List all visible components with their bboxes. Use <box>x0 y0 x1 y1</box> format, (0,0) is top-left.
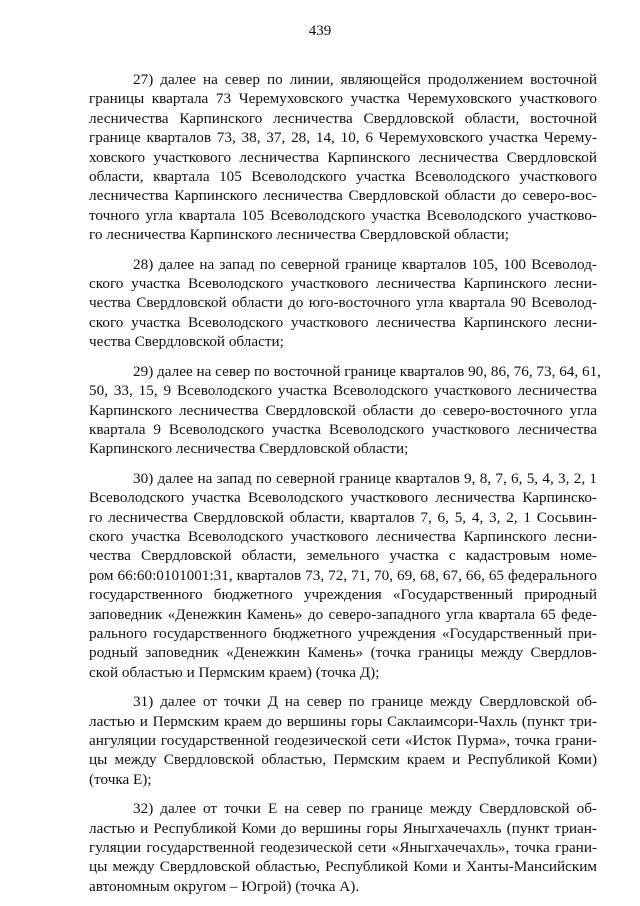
paragraph-item-27 <box>89 70 597 245</box>
text-line: квартала 9 Всеволодского участка Всеволодского участкового лесничества <box>89 420 597 438</box>
text-line: ского участка Всеволодского участкового лесничества Карпинского лесни- <box>89 527 597 545</box>
text-line: цы между Свердловской областью, Пермским краем и Республикой Коми) <box>89 751 597 769</box>
text-line: Карпинского лесничества Свердловской области; <box>89 440 409 458</box>
text-line: государственного бюджетного учреждения «Государственный природный <box>89 586 597 604</box>
paragraph-item-28 <box>89 255 597 352</box>
text-line: чества Свердловской области; <box>89 333 284 351</box>
text-line: Карпинского лесничества Свердловской области до северо-восточного угла <box>89 401 597 419</box>
text-line: цы между Свердловской областью, Республикой Коми и Ханты-Мансийским <box>89 858 597 876</box>
text-line: лесничества Карпинского лесничества Свердловской области до северо-вос- <box>89 187 597 205</box>
text-line: чества Свердловской области, земельного участка с кадастровым номе- <box>89 547 597 565</box>
text-line: границе кварталов 73, 38, 37, 28, 14, 10, 6 Черемуховского участка Черему- <box>89 129 597 147</box>
text-line: границы квартала 73 Черемуховского участка Черемуховского участкового <box>89 90 597 108</box>
text-line: области, квартала 105 Всеволодского участка Всеволодского участкового <box>89 168 597 186</box>
page-number: 439 <box>308 23 332 39</box>
text-line: автономным округом – Югрой) (точка А). <box>89 877 360 895</box>
text-line: ангуляции государственной геодезической сети «Исток Пурма», точка грани- <box>89 732 597 749</box>
text-line: го лесничества Карпинского лесничества Свердловской области; <box>89 226 509 244</box>
text-line: рального государственного бюджетного учреждения «Государственный при- <box>89 624 597 642</box>
paragraph-item-31 <box>89 692 597 789</box>
text-line: Всеволодского участка Всеволодского участкового лесничества Карпинско- <box>89 489 597 507</box>
text-line: 31) далее от точки Д на север по границе между Свердловской об- <box>133 693 597 711</box>
text-line: ского участка Всеволодского участкового лесничества Карпинского лесни- <box>89 275 597 293</box>
text-line: гуляции государственной геодезической сети «Яныгхачечахль», точка грани- <box>89 839 597 857</box>
text-line: 30) далее на запад по северной границе кварталов 9, 8, 7, 6, 5, 4, 3, 2, 1 <box>133 469 597 487</box>
text-line: 32) далее от точки Е на север по границе между Свердловской об- <box>133 800 597 818</box>
text-line: ром 66:60:0101001:31, кварталов 73, 72, 71, 70, 69, 68, 67, 66, 65 федерального <box>89 566 597 584</box>
text-line: ской областью и Пермским краем) (точка Д); <box>89 663 380 681</box>
text-line: 29) далее на север по восточной границе кварталов 90, 86, 76, 73, 64, 61, <box>133 362 601 380</box>
text-line: 27) далее на север по линии, являющейся продолжением восточной <box>133 71 597 88</box>
text-line: точного угла квартала 105 Всеволодского участка Всеволодского участково- <box>89 206 597 224</box>
text-line: (точка Е); <box>89 770 152 788</box>
text-line: 28) далее на запад по северной границе кварталов 105, 100 Всеволод- <box>133 255 597 273</box>
document-body <box>89 70 601 906</box>
text-line: ластью и Пермским краем до вершины горы Саклаимсори-Чахль (пункт три- <box>89 712 597 730</box>
text-line: родный заповедник «Денежкин Камень» (точка границы между Свердлов- <box>89 644 597 662</box>
paragraph-item-32 <box>89 799 597 896</box>
text-line: го лесничества Свердловской области, кварталов 7, 6, 5, 4, 3, 2, 1 Сосьвин- <box>89 508 597 526</box>
text-line: 50, 33, 15, 9 Всеволодского участка Всеволодского участкового лесничества <box>89 382 597 400</box>
text-line: лесничества Карпинского лесничества Свердловской области, восточной <box>89 109 597 127</box>
text-line: чества Свердловской области до юго-восточного угла квартала 90 Всеволод- <box>89 294 597 312</box>
paragraph-item-29 <box>89 362 601 459</box>
text-line: ластью и Республикой Коми до вершины горы Яныгхачечахль (пункт триан- <box>89 819 597 837</box>
text-line: ского участка Всеволодского участкового лесничества Карпинского лесни- <box>89 313 597 331</box>
text-line: ховского участкового лесничества Карпинского лесничества Свердловской <box>89 148 597 166</box>
text-line: заповедник «Денежкин Камень» до северо-западного угла квартала 65 феде- <box>89 605 597 623</box>
paragraph-item-30 <box>89 469 597 682</box>
